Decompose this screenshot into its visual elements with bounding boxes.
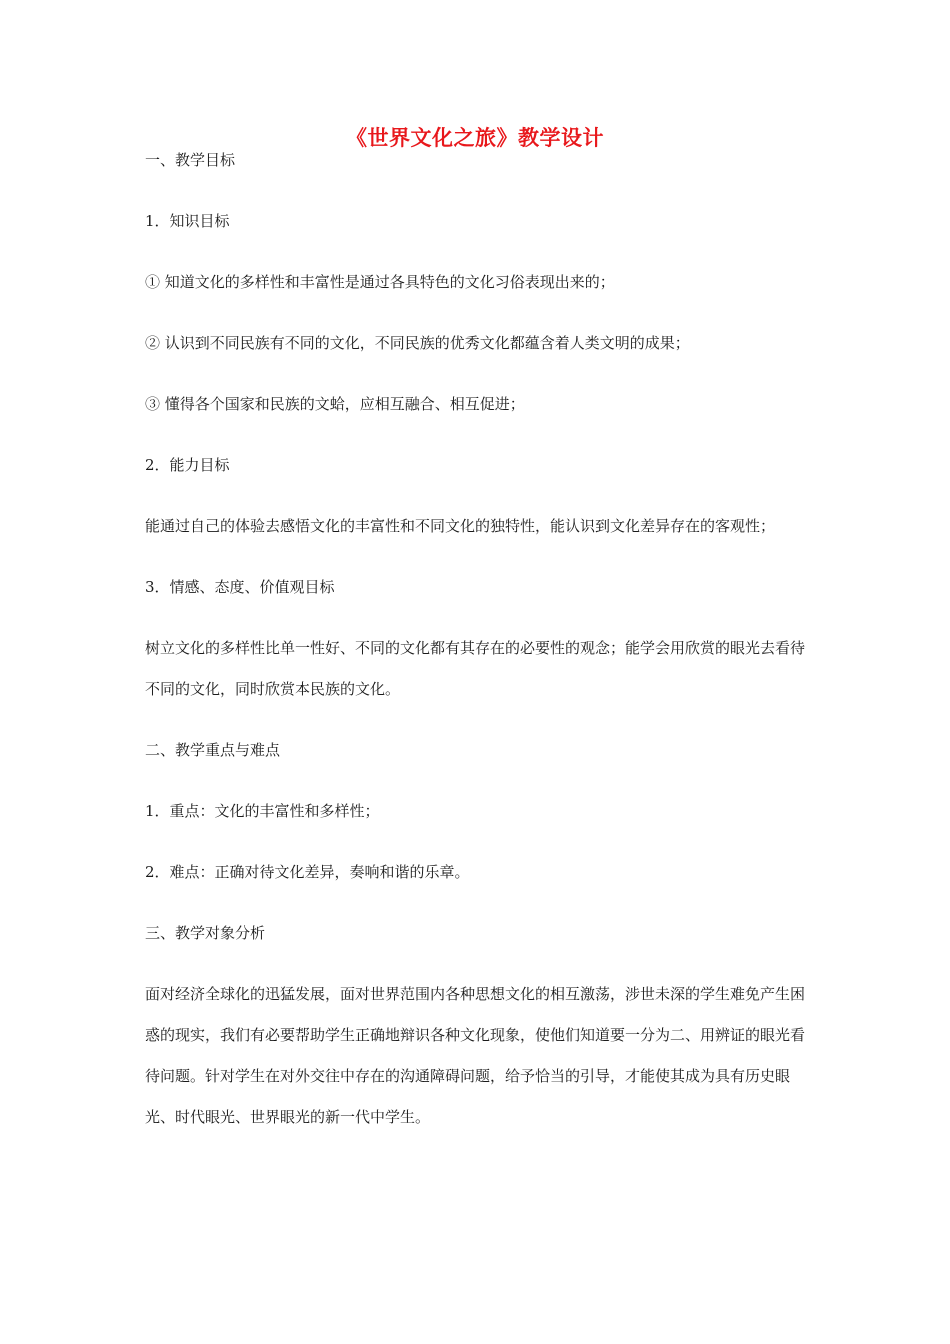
attitude-goal-text: 树立文化的多样性比单一性好、不同的文化都有其存在的必要性的观念；能学会用欣赏的眼光去看待不同的文化，同时欣赏本民族的文化。 — [145, 639, 806, 698]
learner-analysis-text: 面对经济全球化的迅猛发展，面对世界范围内各种思想文化的相互激荡，涉世未深的学生难免产生困惑的现实，我们有必要帮助学生正确地辩识各种文化现象，使他们知道要一分为二、用辨证的眼光看待问题。针对学生在对外交往中存在的沟通障碍问题，给予恰当的引导，才能使其成为具有历史眼光、时代眼光、世界眼光的新一代中学生。 — [145, 985, 806, 1126]
document-title: 《世界文化之旅》教学设计 — [346, 126, 604, 150]
document-body — [145, 150, 810, 1138]
difficulty-item: 2．难点：正确对待文化差异，奏响和谐的乐章。 — [145, 863, 470, 881]
section-heading-learner-analysis: 三、教学对象分析 — [145, 924, 266, 942]
ability-goal-text: 能通过自己的体验去感悟文化的丰富性和不同文化的独特性，能认识到文化差异存在的客观性； — [145, 517, 776, 535]
subheading-ability-goals: 2．能力目标 — [145, 456, 230, 474]
knowledge-goal-item: ③ 懂得各个国家和民族的文蛤，应相互融合、相互促进； — [145, 395, 525, 413]
knowledge-goal-item: ① 知道文化的多样性和丰富性是通过各具特色的文化习俗表现出来的； — [145, 273, 615, 291]
key-point-item: 1．重点：文化的丰富性和多样性； — [145, 802, 380, 820]
section-heading-objectives: 一、教学目标 — [145, 151, 236, 169]
subheading-attitude-goals: 3．情感、态度、价值观目标 — [145, 578, 335, 596]
section-heading-key-points: 二、教学重点与难点 — [145, 741, 281, 759]
subheading-knowledge-goals: 1．知识目标 — [145, 212, 230, 230]
knowledge-goal-item: ② 认识到不同民族有不同的文化，不同民族的优秀文化都蕴含着人类文明的成果； — [145, 334, 690, 352]
